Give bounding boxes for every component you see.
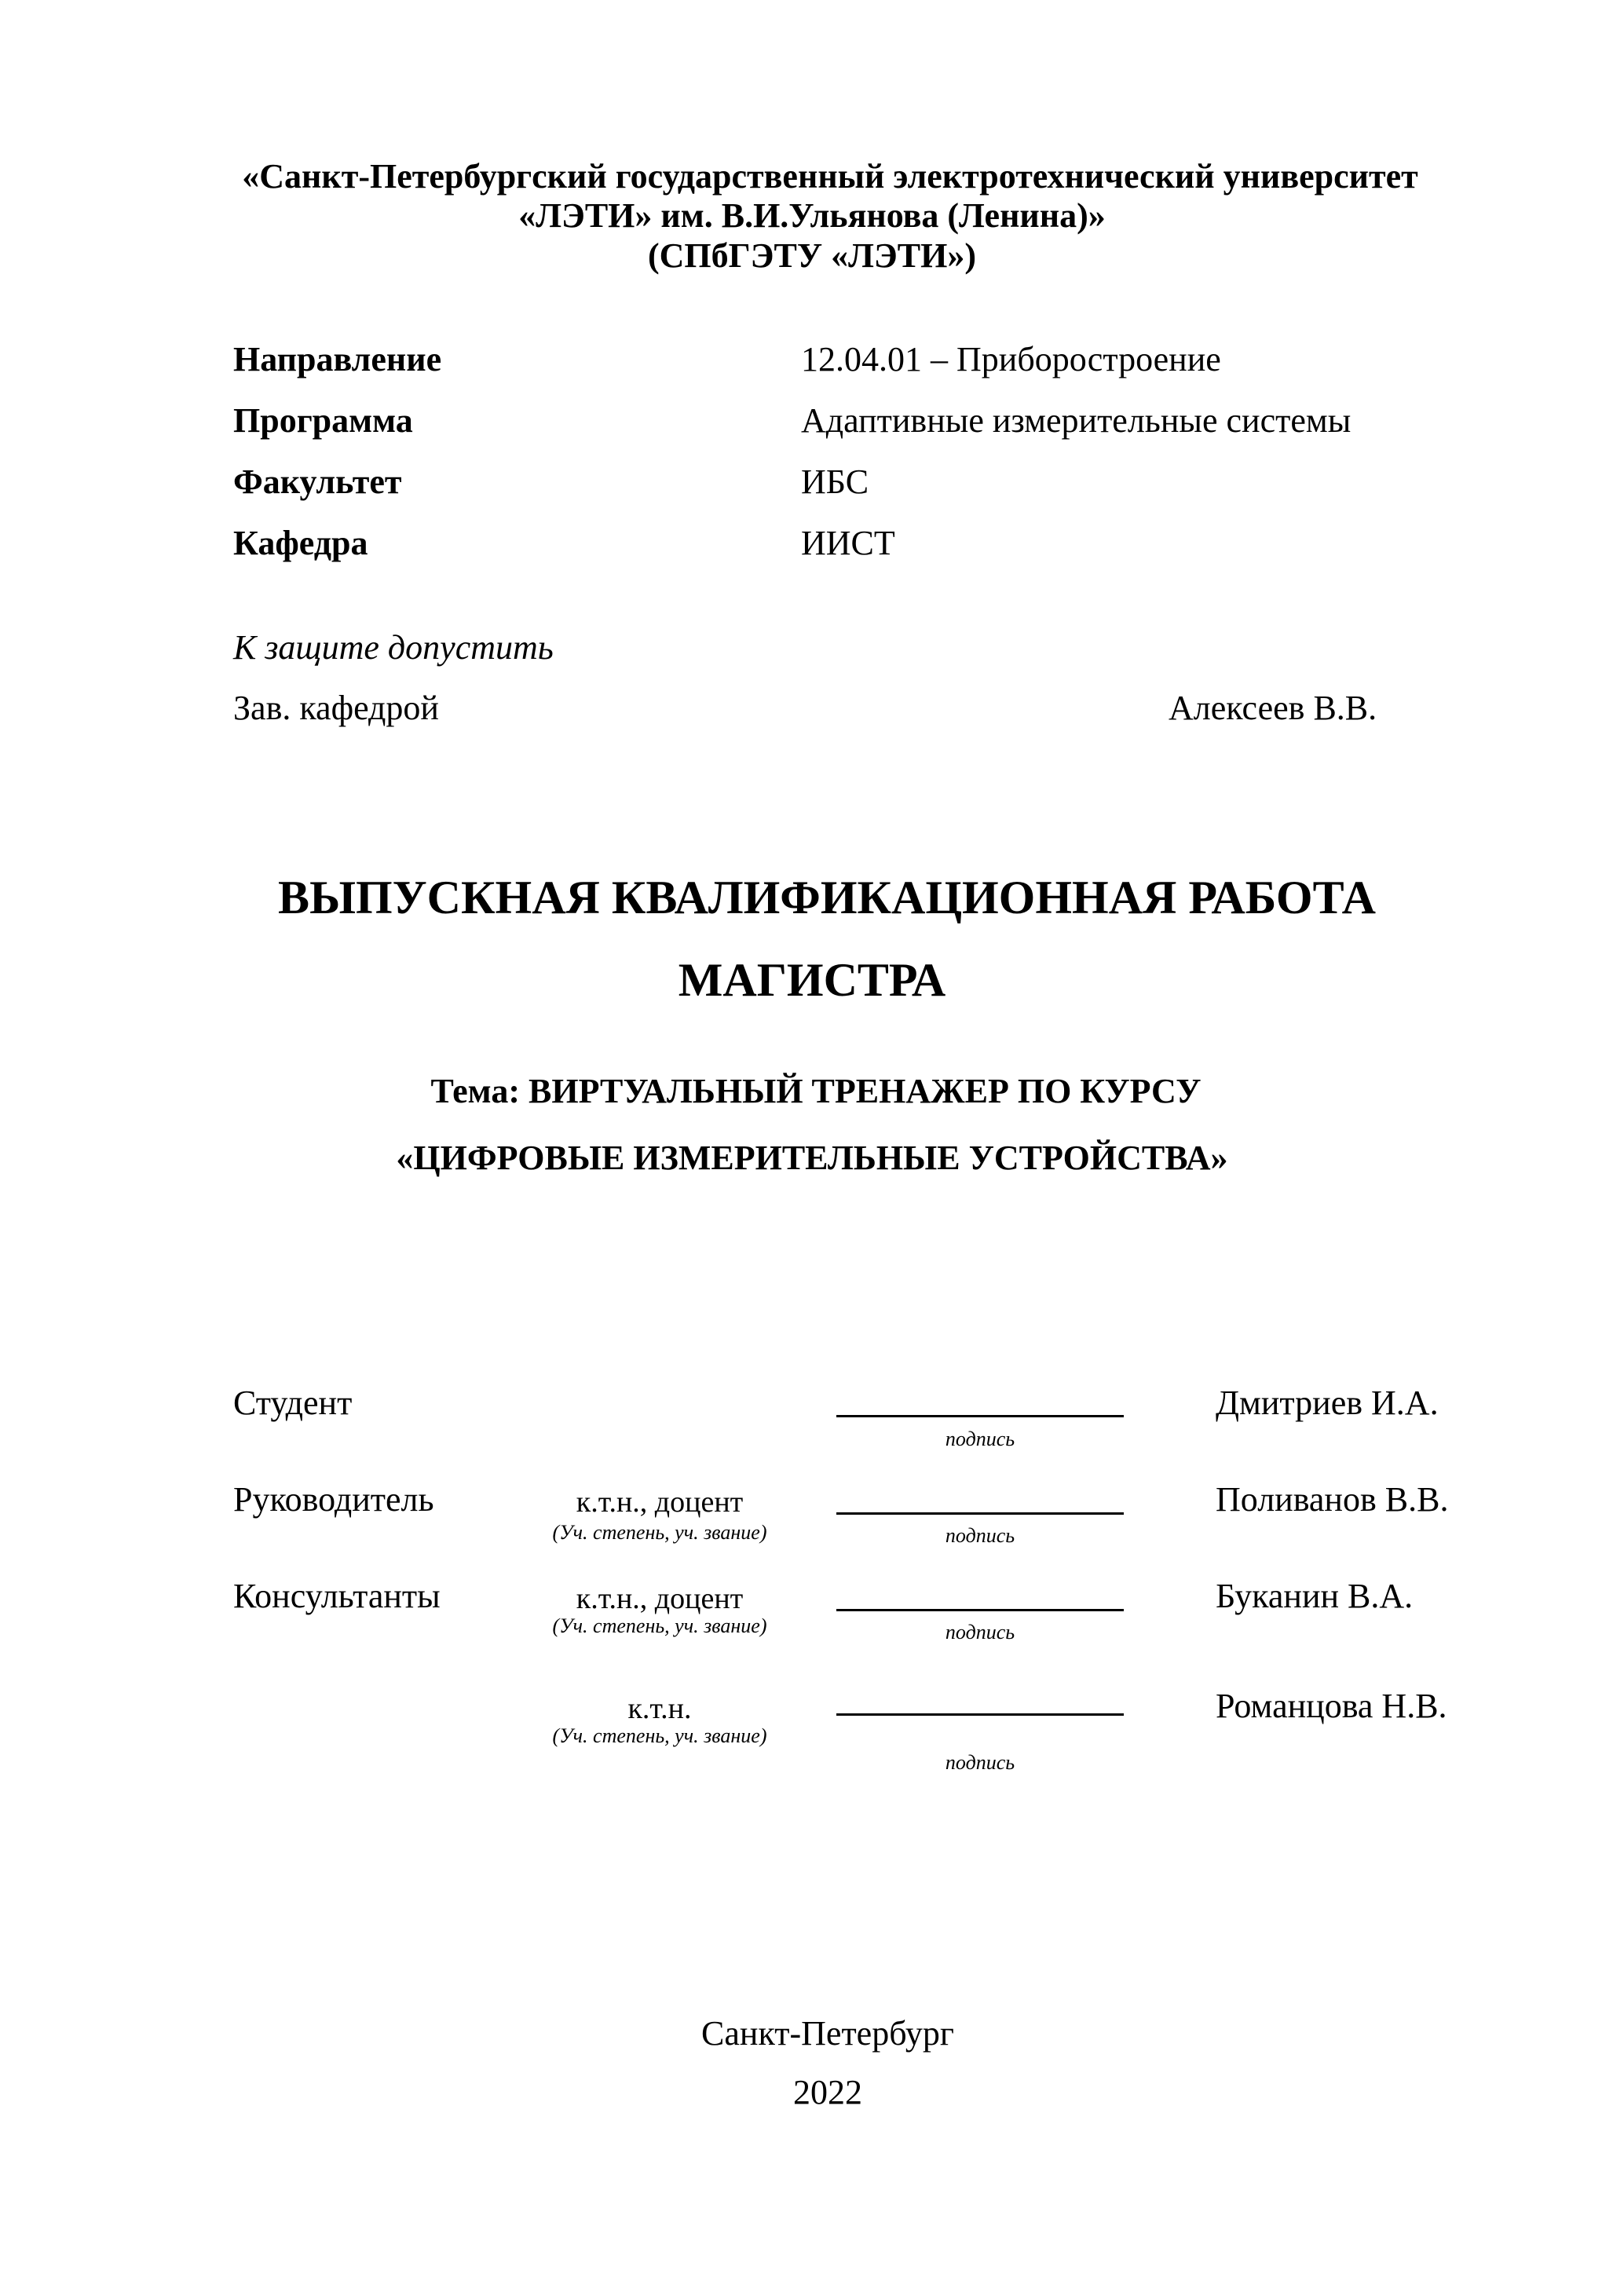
admission-text: К защите допустить (233, 628, 554, 667)
role-consultants: Консультанты (233, 1577, 441, 1615)
work-title-line-1: ВЫПУСКНАЯ КВАЛИФИКАЦИОННАЯ РАБОТА (278, 872, 1376, 923)
info-label-department: Кафедра (233, 524, 368, 562)
role-supervisor: Руководитель (233, 1480, 434, 1519)
degree-supervisor: к.т.н., доцент (576, 1486, 744, 1519)
university-name-line-1: «Санкт-Петербургский государственный электротехнический университет (242, 157, 1418, 196)
degree-consultant-2: к.т.н. (627, 1692, 692, 1725)
topic-line-1: Тема: ВИРТУАЛЬНЫЙ ТРЕНАЖЕР ПО КУРСУ (430, 1072, 1202, 1110)
person-consultant-2: Романцова Н.В. (1216, 1687, 1447, 1725)
signature-line (836, 1609, 1124, 1611)
degree-note: (Уч. степень, уч. звание) (552, 1521, 767, 1544)
info-label-program: Программа (233, 401, 413, 440)
person-consultant-1: Буканин В.А. (1216, 1577, 1414, 1615)
degree-note: (Уч. степень, уч. звание) (552, 1724, 767, 1747)
signature-line (836, 1512, 1124, 1515)
info-value-program: Адаптивные измерительные системы (801, 401, 1352, 440)
university-abbreviation: (СПбГЭТУ «ЛЭТИ») (648, 236, 976, 275)
signature-note: подпись (945, 1751, 1015, 1774)
info-label-faculty: Факультет (233, 462, 402, 501)
degree-consultant-1: к.т.н., доцент (576, 1582, 744, 1615)
signature-line (836, 1713, 1124, 1716)
head-of-department-label: Зав. кафедрой (233, 689, 439, 727)
person-supervisor: Поливанов В.В. (1216, 1480, 1449, 1519)
info-value-direction: 12.04.01 – Приборостроение (801, 340, 1221, 378)
head-of-department-name: Алексеев В.В. (1169, 689, 1377, 727)
signature-note: подпись (945, 1428, 1015, 1450)
work-title-line-2: МАГИСТРА (678, 954, 946, 1006)
footer-year: 2022 (793, 2073, 862, 2111)
signature-note: подпись (945, 1621, 1015, 1643)
info-value-department: ИИСТ (801, 524, 895, 562)
signature-note: подпись (945, 1524, 1015, 1547)
footer-city: Санкт-Петербург (701, 2014, 954, 2053)
topic-line-2: «ЦИФРОВЫЕ ИЗМЕРИТЕЛЬНЫЕ УСТРОЙСТВА» (396, 1139, 1228, 1177)
info-label-direction: Направление (233, 340, 442, 378)
signature-line (836, 1415, 1124, 1417)
person-student: Дмитриев И.А. (1216, 1384, 1439, 1422)
university-name-line-2: «ЛЭТИ» им. В.И.Ульянова (Ленина)» (518, 196, 1106, 235)
info-value-faculty: ИБС (801, 462, 869, 501)
role-student: Студент (233, 1384, 353, 1422)
degree-note: (Уч. степень, уч. звание) (552, 1614, 767, 1637)
